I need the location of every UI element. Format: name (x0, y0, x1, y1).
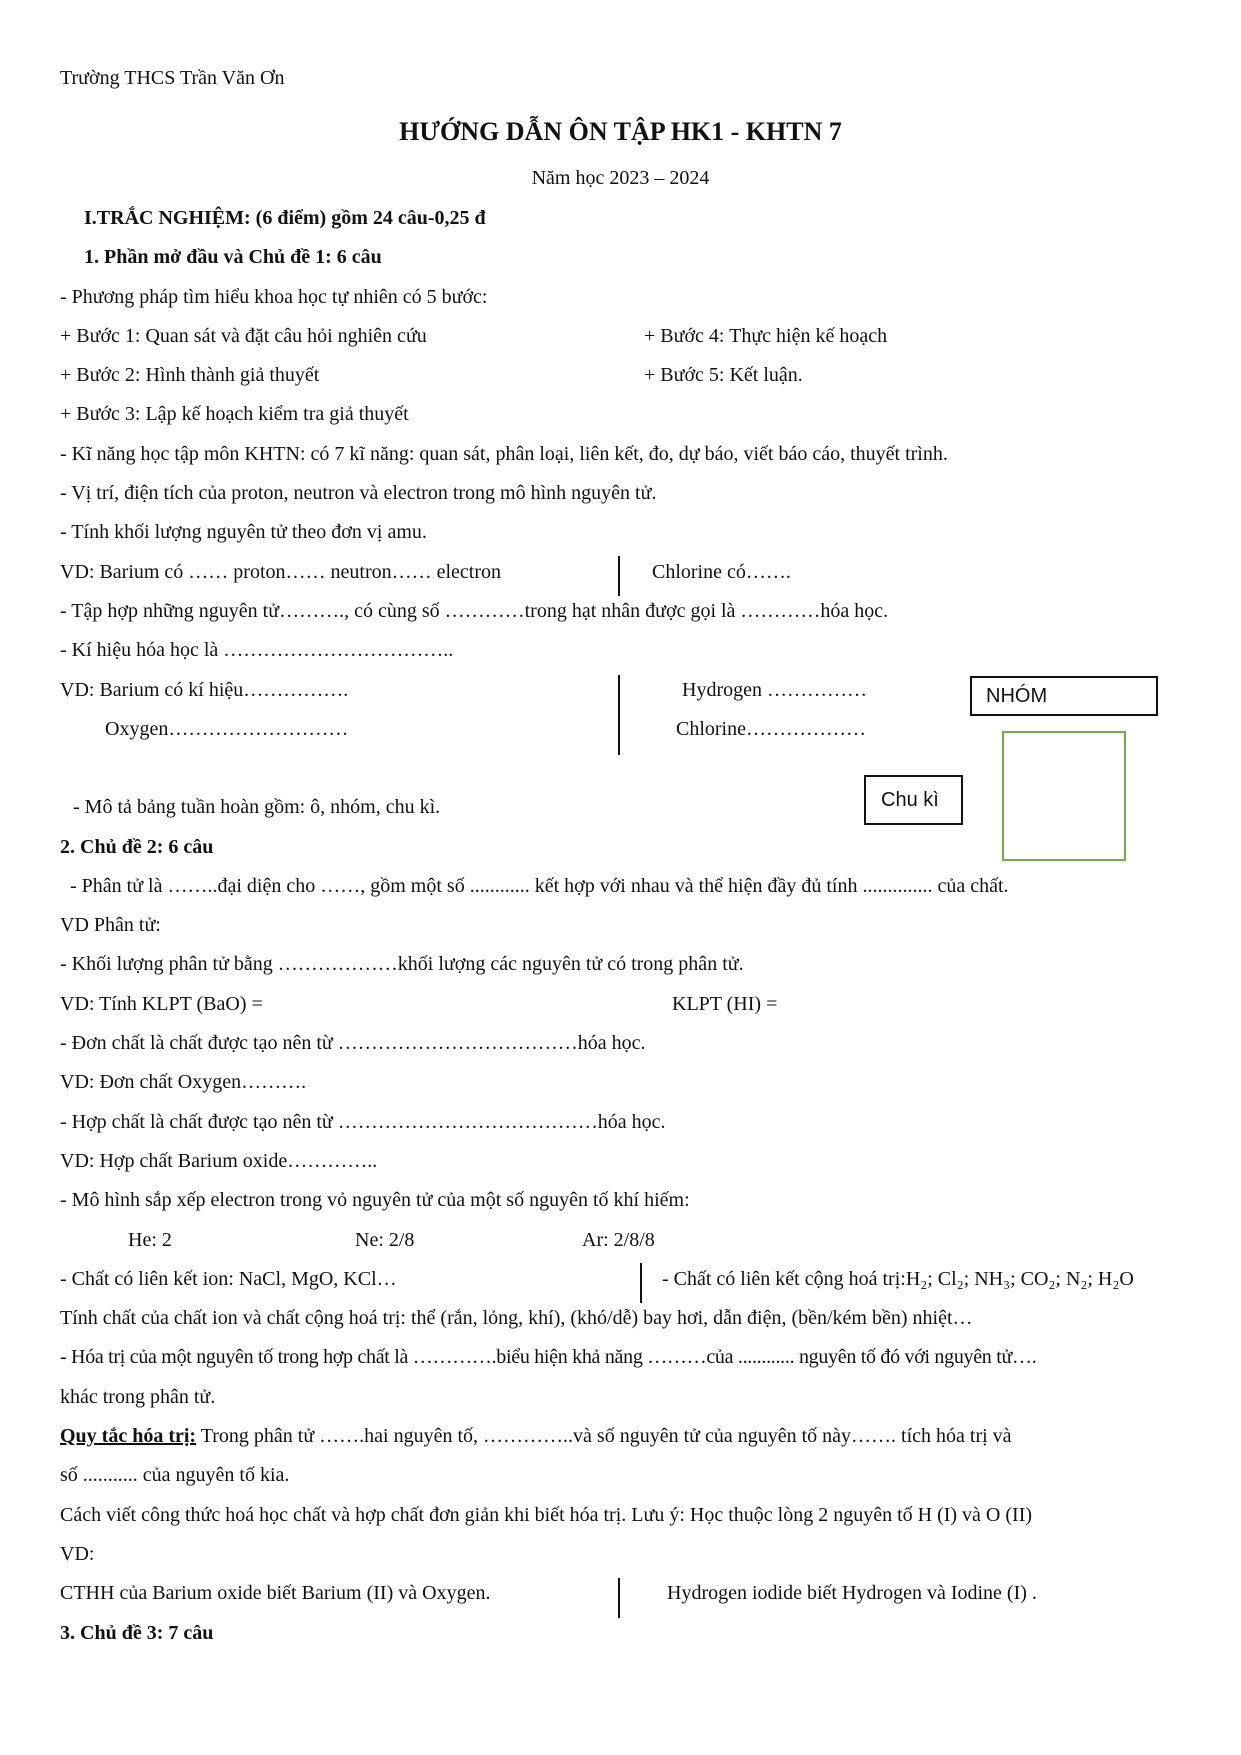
electron-model: - Mô hình sắp xếp electron trong vỏ nguyên tử của một số nguyên tố khí hiếm: (60, 1189, 690, 1211)
compound-definition: - Hợp chất là chất được tạo nên từ …………………………………hóa học. (60, 1111, 666, 1133)
rule-text: Trong phân tử …….hai nguyên tố, …………..và số nguyên tử của nguyên tố này……. tích hóa trị và (196, 1425, 1012, 1447)
step-1: + Bước 1: Quan sát và đặt câu hỏi nghiên cứu (60, 325, 427, 347)
covalent-compounds: - Chất có liên kết cộng hoá trị:H₂; Cl₂; NH₃; CO₂; N₂; H₂O (662, 1268, 1134, 1290)
argon-config: Ar: 2/8/8 (582, 1229, 655, 1251)
column-divider (618, 556, 620, 596)
ionic-compounds: - Chất có liên kết ion: NaCl, MgO, KCl… (60, 1268, 397, 1290)
school-year: Năm học 2023 – 2024 (531, 167, 710, 189)
valence-definition-cont: khác trong phân tử. (60, 1386, 216, 1408)
skills-line: - Kĩ năng học tập môn KHTN: có 7 kĩ năng: quan sát, phân loại, liên kết, đo, dự báo, viết báo cáo, thuyết trình. (60, 443, 948, 465)
column-divider (640, 1263, 642, 1303)
example-symbol-oxygen: Oxygen……………………… (105, 718, 349, 740)
molecular-mass: - Khối lượng phân tử bằng ………………khối lượng các nguyên tử có trong phân tử. (60, 953, 744, 975)
helium-config: He: 2 (128, 1229, 172, 1251)
example-chlorine: Chlorine có……. (652, 561, 791, 583)
section2-heading: 2. Chủ đề 2: 6 câu (60, 836, 214, 858)
method-intro: - Phương pháp tìm hiểu khoa học tự nhiên có 5 bước: (60, 286, 488, 308)
symbol-definition: - Kí hiệu hóa học là …………………………….. (60, 639, 454, 661)
column-divider (618, 675, 620, 755)
molecule-example: VD Phân tử: (60, 914, 161, 936)
example-barium-oxide: CTHH của Barium oxide biết Barium (II) và Oxygen. (60, 1582, 491, 1604)
example-symbol-barium: VD: Barium có kí hiệu……………. (60, 679, 349, 701)
simple-substance: - Đơn chất là chất được tạo nên từ ………………………………hóa học. (60, 1032, 646, 1054)
formula-instruction: Cách viết công thức hoá học chất và hợp chất đơn giản khi biết hóa trị. Lưu ý: Học thuộc lòng 2 nguyên tố H (I) và O (II) (60, 1504, 1033, 1526)
atomic-mass: - Tính khối lượng nguyên tử theo đơn vị amu. (60, 521, 427, 543)
part1-heading: I.TRẮC NGHIỆM: (6 điểm) gồm 24 câu-0,25 đ (84, 207, 486, 229)
periodic-table-line: - Mô tả bảng tuần hoàn gồm: ô, nhóm, chu kì. (73, 796, 441, 818)
page-title: HƯỚNG DẪN ÔN TẬP HK1 - KHTN 7 (399, 117, 842, 146)
molecule-definition: - Phân tử là ……..đại diện cho ……, gồm một số ............ kết hợp với nhau và thể hiện đầy đủ tính .............. của chất. (70, 875, 1009, 897)
example-klpt-hi: KLPT (HI) = (672, 993, 778, 1015)
example-label: VD: (60, 1543, 95, 1565)
particle-position: - Vị trí, điện tích của proton, neutron và electron trong mô hình nguyên tử. (60, 482, 657, 504)
column-divider (618, 1578, 620, 1618)
step-2: + Bước 2: Hình thành giả thuyết (60, 364, 320, 386)
example-symbol-chlorine: Chlorine……………… (676, 718, 866, 740)
example-klpt-bao: VD: Tính KLPT (BaO) = (60, 993, 263, 1015)
valence-rule-cont: số ........... của nguyên tố kia. (60, 1464, 290, 1486)
group-label-box: NHÓM (970, 676, 1158, 716)
valence-definition: - Hóa trị của một nguyên tố trong hợp chất là ………….biểu hiện khả năng ………của ............ nguyên tố đó với nguyên tử…. (60, 1346, 1037, 1368)
properties-line: Tính chất của chất ion và chất cộng hoá trị: thể (rắn, lỏng, khí), (khó/dễ) bay hơi, dẫn điện, (bền/kém bền) nhiệt… (60, 1307, 973, 1329)
section3-heading: 3. Chủ đề 3: 7 câu (60, 1622, 214, 1644)
valence-rule (60, 1424, 1012, 1448)
example-compound: VD: Hợp chất Barium oxide………….. (60, 1150, 378, 1172)
example-hydrogen-iodide: Hydrogen iodide biết Hydrogen và Iodine (I) . (667, 1582, 1037, 1604)
example-simple: VD: Đơn chất Oxygen………. (60, 1071, 307, 1093)
neon-config: Ne: 2/8 (355, 1229, 415, 1251)
example-symbol-hydrogen: Hydrogen …………… (682, 679, 867, 701)
period-label-box: Chu kì (864, 775, 963, 825)
step-5: + Bước 5: Kết luận. (644, 364, 803, 386)
rule-label: Quy tắc hóa trị: (60, 1425, 197, 1447)
section1-heading: 1. Phần mở đầu và Chủ đề 1: 6 câu (84, 246, 382, 268)
step-4: + Bước 4: Thực hiện kế hoạch (644, 325, 888, 347)
step-3: + Bước 3: Lập kế hoạch kiểm tra giả thuyết (60, 403, 409, 425)
periodic-cell-box (1002, 731, 1126, 861)
element-definition: - Tập hợp những nguyên tử………., có cùng số …………trong hạt nhân được gọi là …………hóa học. (60, 600, 889, 622)
example-barium: VD: Barium có …… proton…… neutron…… electron (60, 561, 502, 583)
school-name: Trường THCS Trần Văn Ơn (60, 67, 285, 89)
